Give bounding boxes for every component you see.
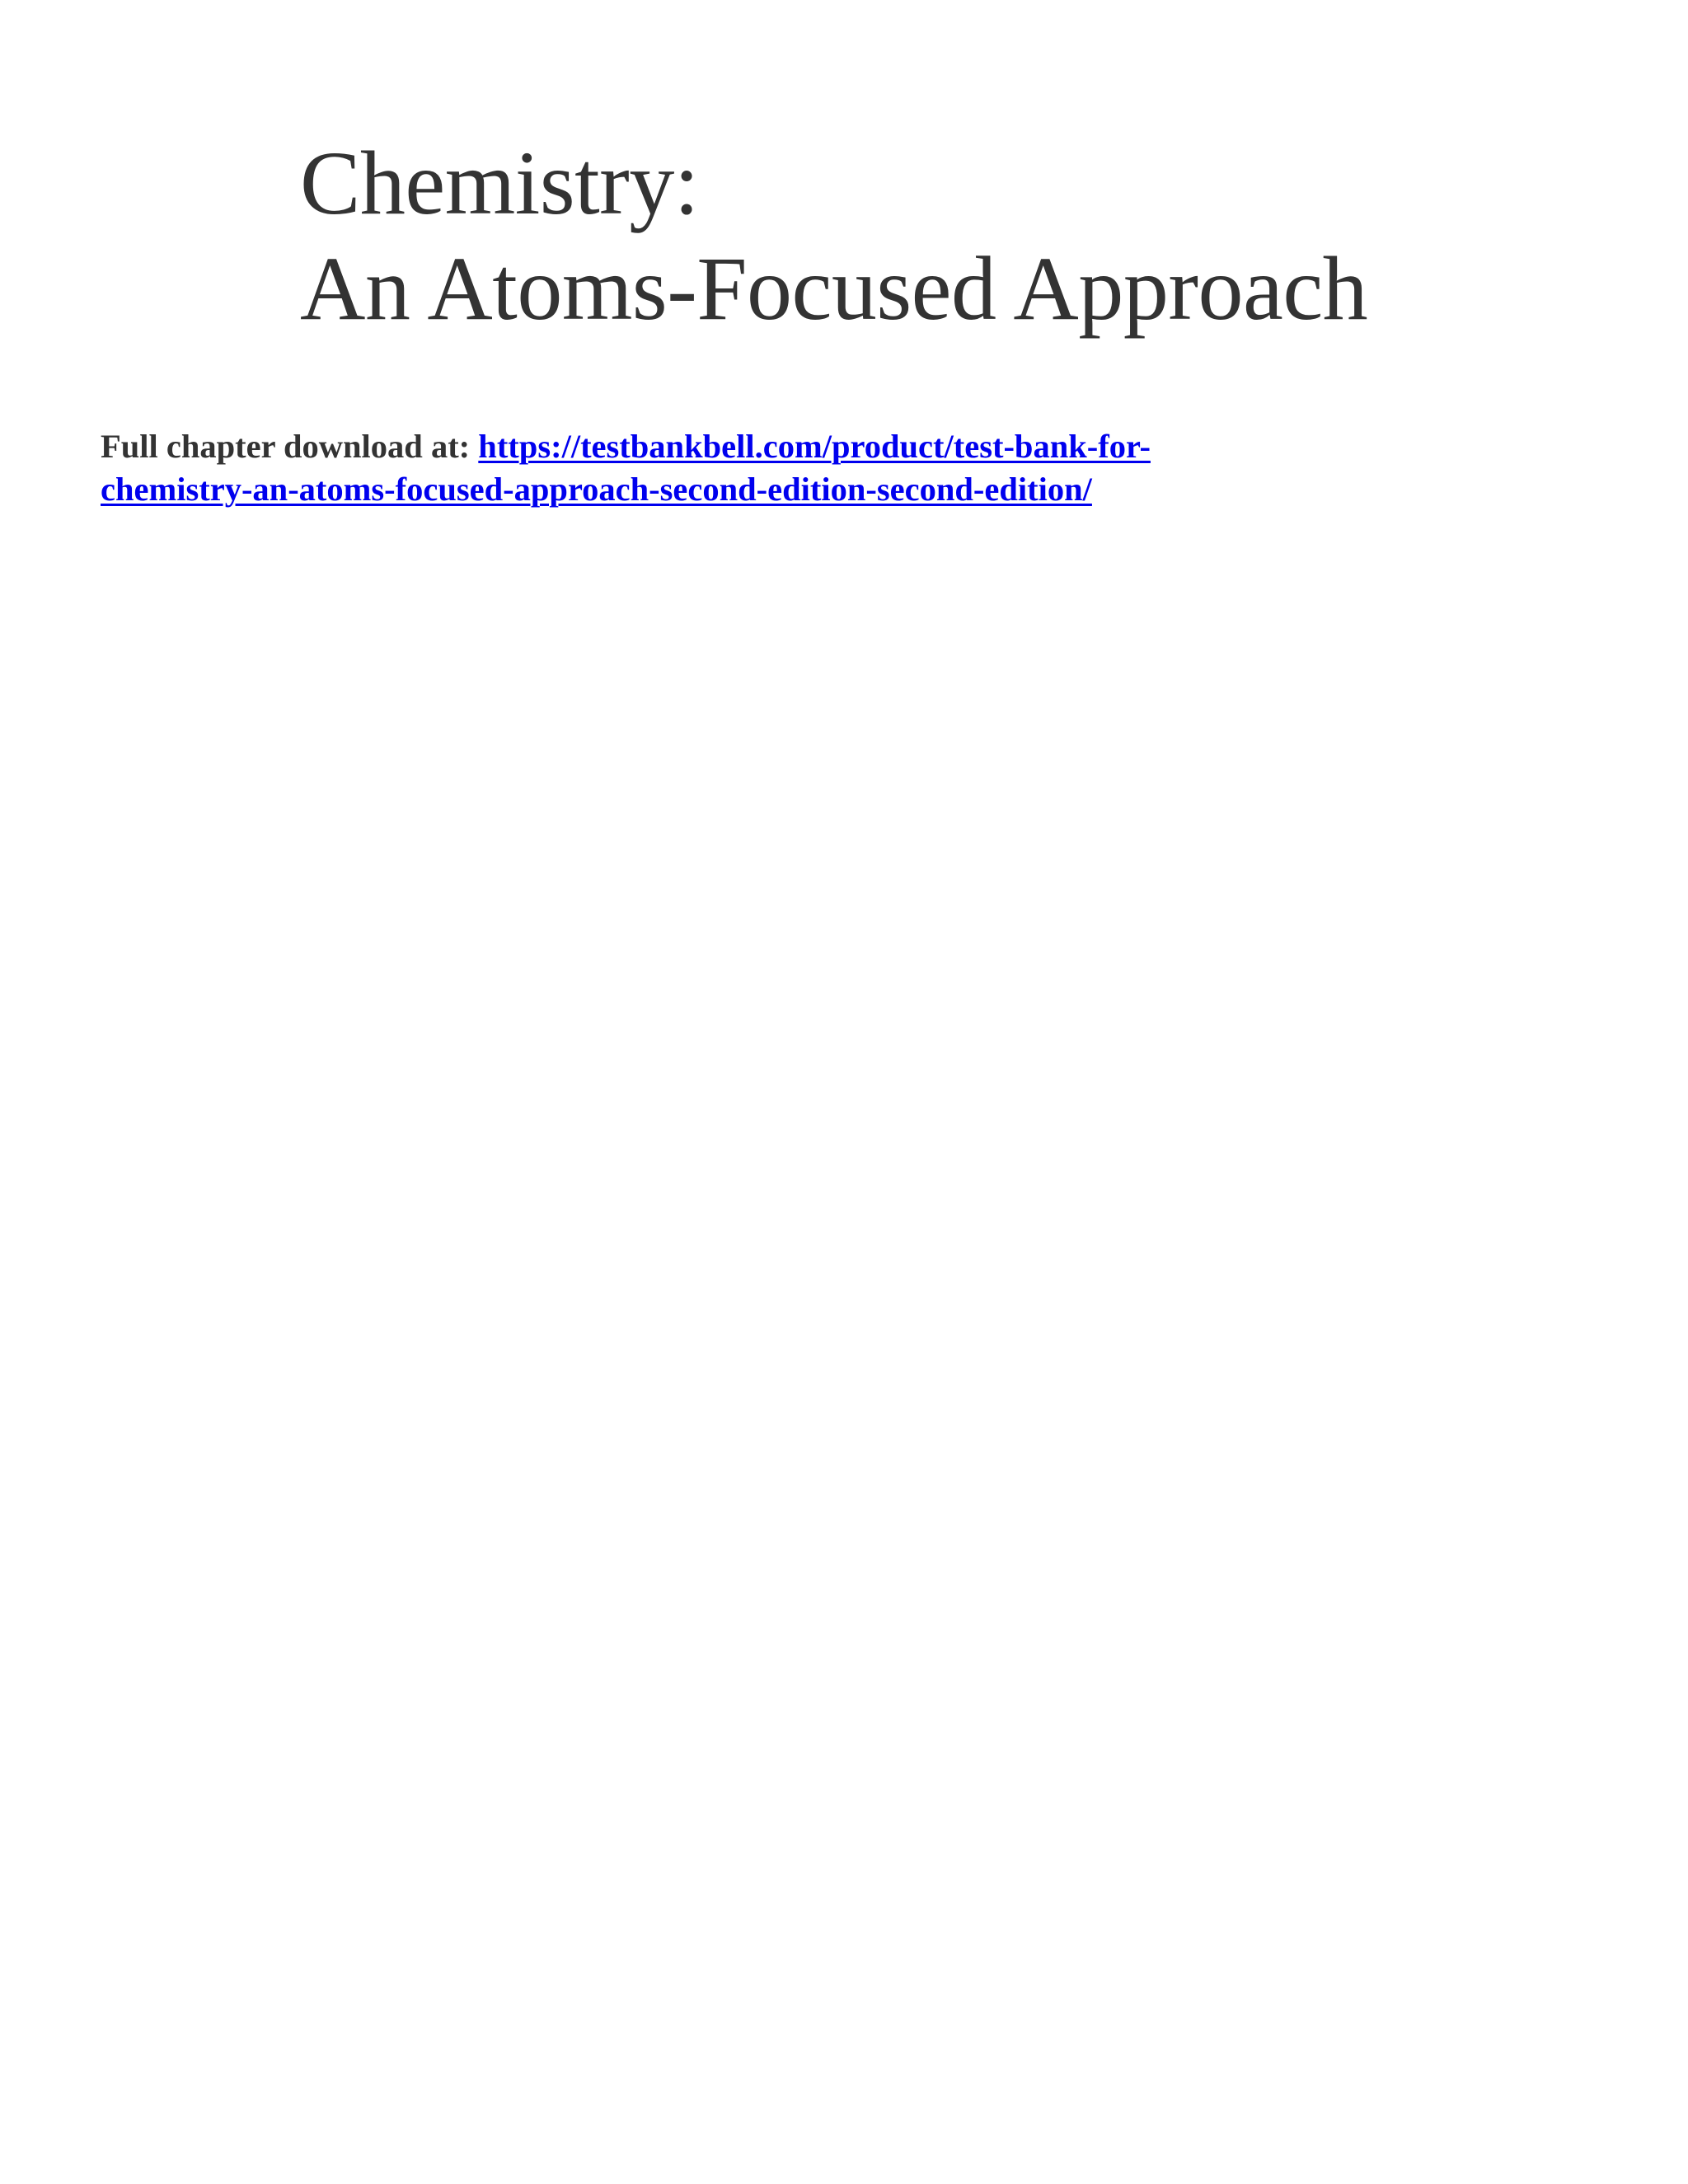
- download-label: Full chapter download at:: [101, 428, 471, 465]
- download-notice: [101, 425, 1551, 511]
- download-link-part-2[interactable]: chemistry-an-atoms-focused-approach-second-edition-second-edition/: [101, 471, 1092, 508]
- book-title-line-1: Chemistry:: [300, 133, 699, 233]
- book-title-line-2: An Atoms-Focused Approach: [300, 238, 1368, 339]
- book-title: [300, 130, 1367, 341]
- download-link-part-1[interactable]: https://testbankbell.com/product/test-bank-for-: [478, 428, 1151, 465]
